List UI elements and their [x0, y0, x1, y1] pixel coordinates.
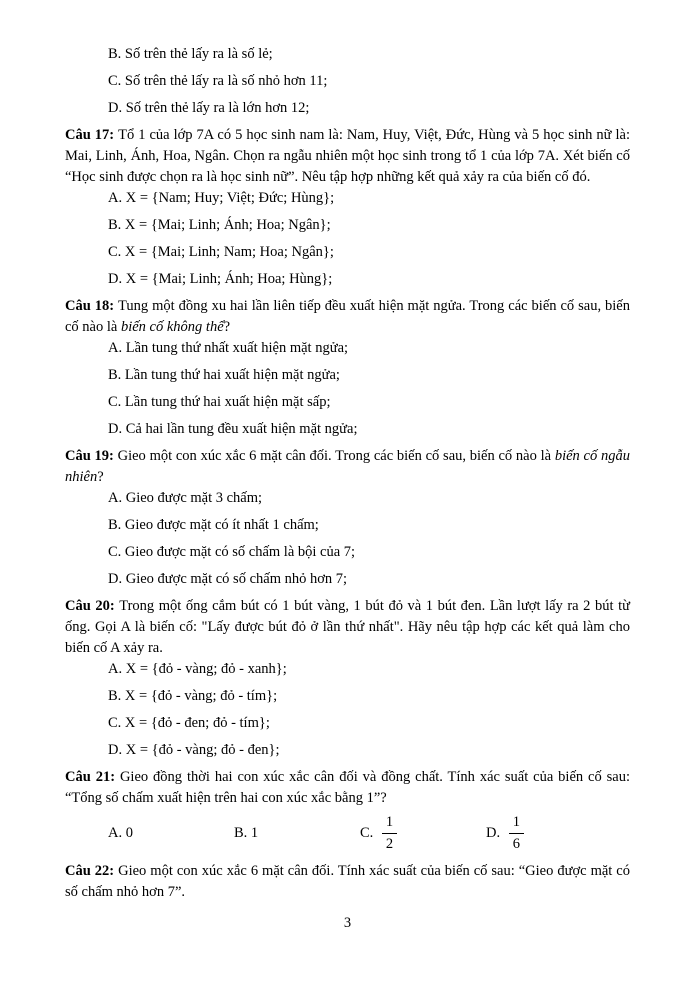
option-text: Cả hai lần tung đều xuất hiện mặt ngửa;: [125, 421, 358, 437]
question-text-part: biến cố không thể: [120, 319, 224, 335]
answer-option: [234, 823, 360, 844]
option-text: Số trên thẻ lấy ra là lớn hơn 12;: [125, 100, 310, 116]
question-text-part: Tung một đồng xu hai lần liên tiếp đều xuất hiện mặt ngửa. Trong các biến cố sau, biến cố nào là: [65, 298, 630, 335]
option-label: A.: [108, 190, 126, 206]
option-text: X = {Mai; Linh; Nam; Hoa; Ngân};: [124, 244, 334, 260]
question-text-part: Trong một ống cắm bút có 1 bút vàng, 1 bút đỏ và 1 bút đen. Lần lượt lấy ra 2 bút từ ống. Gọi A là biến cố: "Lấy được bút đỏ ở lần thứ nhất". Hãy nêu tập hợp các kết quả làm cho biến cố A xảy ra.: [65, 598, 630, 656]
option-text: Gieo được mặt có số chấm là bội của 7;: [124, 544, 356, 560]
answer-option: [108, 98, 630, 119]
option-text: Lần tung thứ hai xuất hiện mặt sấp;: [124, 394, 331, 410]
option-label: B.: [108, 688, 125, 704]
question-text: [65, 767, 630, 809]
question-17: [65, 125, 630, 290]
fraction: [509, 813, 524, 854]
option-label: D.: [486, 824, 504, 841]
question-label: Câu 18:: [65, 298, 119, 314]
question-20: [65, 596, 630, 761]
answer-option: [360, 813, 486, 854]
options-list: [108, 811, 630, 855]
option-label: D.: [108, 421, 126, 437]
question-label: Câu 17:: [65, 127, 119, 143]
question-text: [65, 446, 630, 488]
option-label: D.: [108, 571, 126, 587]
option-text: X = {đỏ - đen; đỏ - tím};: [124, 715, 270, 731]
option-label: A.: [108, 824, 126, 841]
option-label: B.: [108, 367, 125, 383]
question-18: [65, 296, 630, 440]
answer-option: [108, 269, 630, 290]
option-text: 0: [125, 824, 133, 841]
option-text: X = {đỏ - vàng; đỏ - tím};: [124, 688, 278, 704]
answer-option: [108, 242, 630, 263]
answer-option: [108, 542, 630, 563]
answer-option: [486, 813, 612, 854]
question-22: [65, 861, 630, 903]
question-text: [65, 125, 630, 188]
question-label: Câu 19:: [65, 448, 118, 464]
answer-option: [108, 71, 630, 92]
question-text-part: Tổ 1 của lớp 7A có 5 học sinh nam là: Nam, Huy, Việt, Đức, Hùng và 5 học sinh nữ là: Mai, Linh, Ánh, Hoa, Ngân. Chọn ra ngẫu nhiên một học sinh trong tổ 1 của lớp 7A. Xét biến cố “Học sinh được chọn ra là học sinh nữ”. Nêu tập hợp những kết quả xảy ra của biến cố đó.: [65, 127, 630, 185]
question-text: [65, 596, 630, 659]
fraction-numerator: 1: [385, 813, 394, 830]
fraction-numerator: 1: [512, 813, 520, 830]
answer-option: [108, 215, 630, 236]
question-label: Câu 22:: [65, 863, 119, 879]
option-text: Lần tung thứ nhất xuất hiện mặt ngửa;: [125, 340, 349, 356]
options-list: [65, 188, 630, 290]
option-label: A.: [108, 661, 126, 677]
answer-option: [108, 713, 630, 734]
question-19: [65, 446, 630, 590]
answer-option: [108, 515, 630, 536]
options-list: [65, 659, 630, 761]
option-text: X = {đỏ - vàng; đỏ - xanh};: [125, 661, 287, 677]
option-text: Gieo được mặt có số chấm nhỏ hơn 7;: [125, 571, 348, 587]
answer-option: [108, 740, 630, 761]
answer-option: [108, 365, 630, 386]
question-label: Câu 21:: [65, 769, 120, 785]
options-list: [65, 338, 630, 440]
page-number: 3: [343, 915, 352, 931]
answer-option: [108, 44, 630, 65]
option-label: D.: [108, 100, 126, 116]
question-text: [65, 296, 630, 338]
option-label: B.: [234, 824, 251, 841]
option-text: 1: [250, 824, 259, 841]
answer-option: [108, 686, 630, 707]
answer-option: [108, 488, 630, 509]
fraction-denominator: 6: [509, 833, 524, 854]
option-label: C.: [108, 394, 125, 410]
option-text: Số trên thẻ lấy ra là số nhỏ hơn 11;: [124, 73, 328, 89]
option-text: X = {Mai; Linh; Ánh; Hoa; Ngân};: [124, 217, 331, 233]
question-text-part: biến cố ngẫu nhiên: [65, 448, 630, 485]
option-label: C.: [108, 715, 125, 731]
option-label: D.: [108, 742, 126, 758]
option-text: Lần tung thứ hai xuất hiện mặt ngửa;: [124, 367, 340, 383]
options-list: [65, 488, 630, 590]
option-label: A.: [108, 340, 126, 356]
questions-container: [65, 125, 630, 903]
option-label: C.: [108, 544, 125, 560]
answer-option: [108, 188, 630, 209]
option-text: X = {Nam; Huy; Việt; Đức; Hùng};: [125, 190, 335, 206]
question-label: Câu 20:: [65, 598, 120, 614]
question-text-part: ?: [223, 319, 231, 335]
option-text: Số trên thẻ lấy ra là số lẻ;: [124, 46, 273, 62]
question-text-part: Gieo một con xúc xắc 6 mặt cân đối. Tính xác suất của biến cố sau: “Gieo được mặt có số chấm nhỏ hơn 7”.: [65, 863, 630, 900]
option-text: X = {Mai; Linh; Ánh; Hoa; Hùng};: [125, 271, 333, 287]
option-label: A.: [108, 490, 126, 506]
question-text-part: Gieo đồng thời hai con xúc xắc cân đối và đồng chất. Tính xác suất của biến cố sau: “Tổng số chấm xuất hiện trên hai con xúc xắc bằng 1”?: [65, 769, 630, 806]
option-text: Gieo được mặt có ít nhất 1 chấm;: [124, 517, 319, 533]
question-21: [65, 767, 630, 855]
option-text: X = {đỏ - vàng; đỏ - đen};: [125, 742, 280, 758]
answer-option: [108, 659, 630, 680]
answer-option: [108, 338, 630, 359]
answer-option: [108, 569, 630, 590]
option-label: D.: [108, 271, 126, 287]
carryover-options: [65, 44, 630, 119]
option-label: B.: [108, 46, 125, 62]
option-label: C.: [108, 244, 125, 260]
fraction: [382, 813, 397, 854]
fraction-denominator: 2: [382, 833, 397, 854]
option-label: C.: [108, 73, 125, 89]
option-label: B.: [108, 517, 125, 533]
question-text: [65, 861, 630, 903]
question-text-part: ?: [97, 469, 104, 485]
question-text-part: Gieo một con xúc xắc 6 mặt cân đối. Trong các biến cố sau, biến cố nào là: [117, 448, 555, 464]
answer-option: [108, 823, 234, 844]
option-label: C.: [360, 824, 377, 841]
option-text: Gieo được mặt 3 chấm;: [125, 490, 263, 506]
option-label: B.: [108, 217, 125, 233]
answer-option: [108, 392, 630, 413]
answer-option: [108, 419, 630, 440]
